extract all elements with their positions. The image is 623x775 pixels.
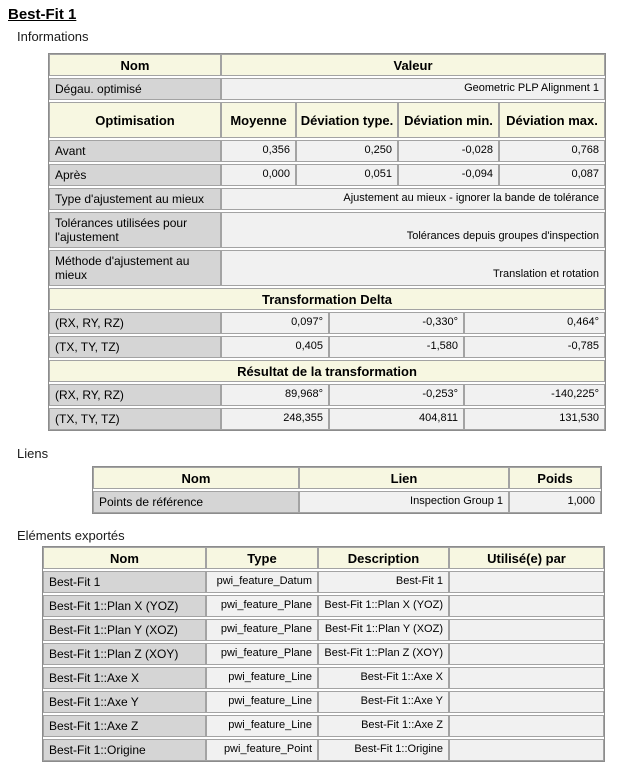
row-label-cell: (RX, RY, RZ) bbox=[49, 384, 221, 406]
value-cell: 0,768 bbox=[499, 140, 605, 162]
value-cell: Best-Fit 1::Axe X bbox=[318, 667, 449, 689]
row-label-cell: Après bbox=[49, 164, 221, 186]
table-row bbox=[49, 288, 605, 310]
column-header-deviation-min: Déviation min. bbox=[398, 102, 499, 138]
value-cell: 1,000 bbox=[509, 491, 601, 513]
table-row bbox=[49, 102, 605, 138]
value-cell bbox=[449, 691, 604, 713]
table-row bbox=[49, 188, 605, 210]
column-header-description: Description bbox=[318, 547, 449, 569]
value-cell: pwi_feature_Plane bbox=[206, 619, 318, 641]
value-cell bbox=[449, 739, 604, 761]
value-cell: 0,405 bbox=[221, 336, 329, 358]
value-cell: -0,330° bbox=[329, 312, 464, 334]
table-row bbox=[49, 212, 605, 248]
table-row bbox=[49, 54, 605, 76]
table-row bbox=[49, 384, 605, 406]
value-cell: Best-Fit 1::Plan Z (XOY) bbox=[318, 643, 449, 665]
value-cell: Best-Fit 1::Axe Z bbox=[318, 715, 449, 737]
value-cell: 404,811 bbox=[329, 408, 464, 430]
value-cell: -0,253° bbox=[329, 384, 464, 406]
value-cell: pwi_feature_Datum bbox=[206, 571, 318, 593]
value-cell bbox=[449, 619, 604, 641]
table-row bbox=[49, 78, 605, 100]
value-cell: Best-Fit 1::Axe Y bbox=[318, 691, 449, 713]
table-row bbox=[93, 491, 601, 513]
value-cell bbox=[449, 667, 604, 689]
column-header-nom: Nom bbox=[43, 547, 206, 569]
column-header-nom: Nom bbox=[93, 467, 299, 489]
row-label-cell: Avant bbox=[49, 140, 221, 162]
table-row bbox=[43, 595, 604, 617]
column-header-optimisation: Optimisation bbox=[49, 102, 221, 138]
row-label-cell: (TX, TY, TZ) bbox=[49, 408, 221, 430]
column-header-moyenne: Moyenne bbox=[221, 102, 296, 138]
value-cell: Best-Fit 1::Plan Y (XOZ) bbox=[318, 619, 449, 641]
column-header-deviation-max: Déviation max. bbox=[499, 102, 605, 138]
table-row bbox=[49, 140, 605, 162]
value-cell: -0,028 bbox=[398, 140, 499, 162]
column-header-utilise-par: Utilisé(e) par bbox=[449, 547, 604, 569]
table-row bbox=[43, 715, 604, 737]
row-label-cell: Dégau. optimisé bbox=[49, 78, 221, 100]
table-row bbox=[43, 619, 604, 641]
section-header-transformation-delta: Transformation Delta bbox=[49, 288, 605, 310]
value-cell: pwi_feature_Line bbox=[206, 667, 318, 689]
column-header-deviation-type: Déviation type. bbox=[296, 102, 398, 138]
row-label-cell: Best-Fit 1::Plan Z (XOY) bbox=[43, 643, 206, 665]
row-label-cell: Best-Fit 1 bbox=[43, 571, 206, 593]
table-row bbox=[49, 408, 605, 430]
value-cell: Geometric PLP Alignment 1 bbox=[221, 78, 605, 100]
table-row bbox=[49, 360, 605, 382]
section-label-elements-exportes: Eléments exportés bbox=[17, 528, 125, 543]
column-header-lien: Lien bbox=[299, 467, 509, 489]
value-cell: 0,356 bbox=[221, 140, 296, 162]
table-row bbox=[43, 739, 604, 761]
table-row bbox=[49, 250, 605, 286]
column-header-type: Type bbox=[206, 547, 318, 569]
value-cell: pwi_feature_Line bbox=[206, 715, 318, 737]
value-cell: Tolérances depuis groupes d'inspection bbox=[221, 212, 605, 248]
row-label-cell: Best-Fit 1::Axe X bbox=[43, 667, 206, 689]
row-label-cell: Best-Fit 1::Axe Y bbox=[43, 691, 206, 713]
row-label-cell: Type d'ajustement au mieux bbox=[49, 188, 221, 210]
value-cell: -140,225° bbox=[464, 384, 605, 406]
value-cell bbox=[449, 595, 604, 617]
elements-exportes-table bbox=[42, 546, 605, 762]
value-cell: 0,087 bbox=[499, 164, 605, 186]
value-cell: Best-Fit 1::Plan X (YOZ) bbox=[318, 595, 449, 617]
row-label-cell: (TX, TY, TZ) bbox=[49, 336, 221, 358]
row-label-cell: Tolérances utilisées pour l'ajustement bbox=[49, 212, 221, 248]
value-cell: -1,580 bbox=[329, 336, 464, 358]
value-cell: Best-Fit 1 bbox=[318, 571, 449, 593]
informations-table bbox=[48, 53, 606, 431]
row-label-cell: Best-Fit 1::Axe Z bbox=[43, 715, 206, 737]
table-row bbox=[49, 164, 605, 186]
column-header-nom: Nom bbox=[49, 54, 221, 76]
row-label-cell: Points de référence bbox=[93, 491, 299, 513]
value-cell: Ajustement au mieux - ignorer la bande de tolérance bbox=[221, 188, 605, 210]
value-cell: pwi_feature_Line bbox=[206, 691, 318, 713]
table-row bbox=[43, 691, 604, 713]
row-label-cell: Best-Fit 1::Plan X (YOZ) bbox=[43, 595, 206, 617]
value-cell: 248,355 bbox=[221, 408, 329, 430]
column-header-valeur: Valeur bbox=[221, 54, 605, 76]
row-label-cell: Best-Fit 1::Plan Y (XOZ) bbox=[43, 619, 206, 641]
value-cell: 0,000 bbox=[221, 164, 296, 186]
value-cell: 131,530 bbox=[464, 408, 605, 430]
row-label-cell: Best-Fit 1::Origine bbox=[43, 739, 206, 761]
value-cell: Translation et rotation bbox=[221, 250, 605, 286]
value-cell: 89,968° bbox=[221, 384, 329, 406]
value-cell: 0,097° bbox=[221, 312, 329, 334]
table-row bbox=[43, 571, 604, 593]
value-cell: pwi_feature_Plane bbox=[206, 595, 318, 617]
value-cell bbox=[449, 715, 604, 737]
section-header-resultat-transformation: Résultat de la transformation bbox=[49, 360, 605, 382]
value-cell: pwi_feature_Plane bbox=[206, 643, 318, 665]
table-row bbox=[43, 547, 604, 569]
column-header-poids: Poids bbox=[509, 467, 601, 489]
value-cell: -0,094 bbox=[398, 164, 499, 186]
table-row bbox=[43, 643, 604, 665]
value-cell: -0,785 bbox=[464, 336, 605, 358]
value-cell: 0,051 bbox=[296, 164, 398, 186]
row-label-cell: Méthode d'ajustement au mieux bbox=[49, 250, 221, 286]
section-label-informations: Informations bbox=[17, 29, 89, 44]
section-label-liens: Liens bbox=[17, 446, 49, 461]
liens-table bbox=[92, 466, 602, 514]
value-cell bbox=[449, 643, 604, 665]
page-title: Best-Fit 1 bbox=[8, 6, 77, 23]
value-cell: 0,464° bbox=[464, 312, 605, 334]
value-cell bbox=[449, 571, 604, 593]
row-label-cell: (RX, RY, RZ) bbox=[49, 312, 221, 334]
value-cell: Inspection Group 1 bbox=[299, 491, 509, 513]
table-row bbox=[49, 312, 605, 334]
table-row bbox=[93, 467, 601, 489]
value-cell: 0,250 bbox=[296, 140, 398, 162]
value-cell: Best-Fit 1::Origine bbox=[318, 739, 449, 761]
table-row bbox=[43, 667, 604, 689]
value-cell: pwi_feature_Point bbox=[206, 739, 318, 761]
table-row bbox=[49, 336, 605, 358]
